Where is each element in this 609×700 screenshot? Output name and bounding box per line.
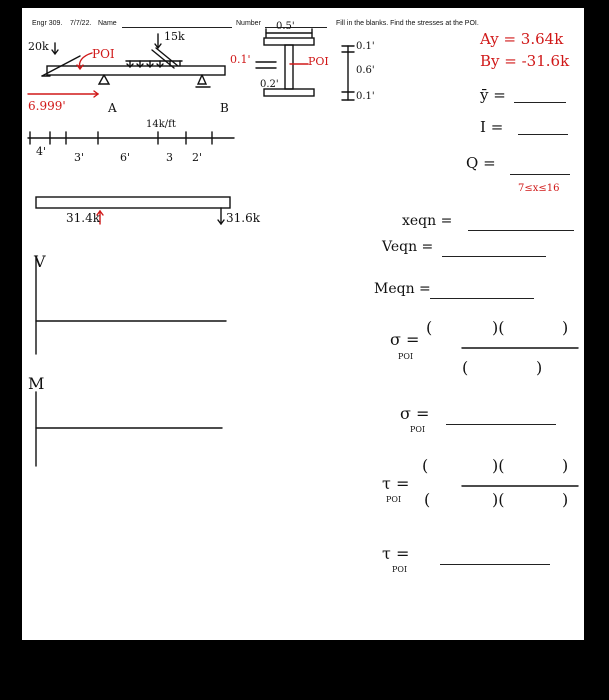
sigma-den-close: ) bbox=[536, 358, 543, 377]
support-b-label: B bbox=[220, 101, 229, 115]
distributed-load-label: 14k/ft bbox=[146, 119, 176, 130]
tau-poi-label: τ = bbox=[382, 474, 410, 493]
inertia-answer-line[interactable] bbox=[518, 134, 568, 135]
load-20k-label: 20k bbox=[28, 40, 49, 53]
tau-result-label: τ = bbox=[382, 544, 410, 563]
m-eqn-label: Meqn = bbox=[374, 281, 431, 297]
sigma-num-close: ) bbox=[562, 318, 569, 337]
sigma-result-label: σ = bbox=[400, 404, 430, 423]
x-range-label: 7≤x≤16 bbox=[518, 183, 560, 194]
m-eqn-answer-line[interactable] bbox=[430, 298, 534, 299]
moment-diagram-label: M bbox=[28, 374, 45, 393]
sigma-num-mid: )( bbox=[492, 318, 505, 337]
web-height-label: 0.6' bbox=[356, 65, 375, 76]
tau-result-subscript: POI bbox=[392, 565, 408, 574]
dim-4ft: 4' bbox=[36, 145, 47, 158]
reaction-ay: Ay = 3.64k bbox=[480, 30, 564, 48]
inertia-label: I = bbox=[480, 118, 504, 136]
load-15k-label: 15k bbox=[164, 30, 185, 43]
sigma-result-answer-line[interactable] bbox=[446, 424, 556, 425]
tau-num-open: ( bbox=[422, 456, 429, 475]
flange-thickness-label: 0.1' bbox=[230, 53, 251, 66]
sigma-den-open: ( bbox=[462, 358, 469, 377]
dim-2ft: 2' bbox=[192, 151, 203, 164]
sigma-poi-subscript: POI bbox=[398, 352, 414, 361]
tau-num-close: ) bbox=[562, 456, 569, 475]
dim-6ft: 6' bbox=[120, 151, 131, 164]
ybar-label: ȳ = bbox=[480, 86, 506, 104]
sigma-poi-label: σ = bbox=[390, 330, 420, 349]
instructions-text: Fill in the blanks. Find the stresses at the POI. bbox=[336, 20, 479, 27]
shear-diagram-label: V bbox=[34, 252, 46, 271]
worksheet-sheet bbox=[22, 8, 584, 640]
course-label: Engr 309. bbox=[32, 20, 63, 27]
q-label: Q = bbox=[466, 154, 496, 172]
x-eqn-answer-line[interactable] bbox=[468, 230, 574, 231]
tau-den-open: ( bbox=[424, 490, 431, 509]
q-answer-line[interactable] bbox=[510, 174, 570, 175]
tau-den-close: ) bbox=[562, 490, 569, 509]
bottom-thickness-label: 0.1' bbox=[356, 91, 375, 102]
tau-poi-subscript: POI bbox=[386, 495, 402, 504]
left-reaction-label: 31.4k bbox=[66, 211, 100, 225]
dim-3ft: 3' bbox=[74, 151, 85, 164]
tau-result-answer-line[interactable] bbox=[440, 564, 550, 565]
poi-label-beam: POI bbox=[92, 47, 115, 61]
distance-6999-label: 6.999' bbox=[28, 99, 66, 113]
web-label: 0.2' bbox=[260, 79, 279, 90]
name-label: Name bbox=[98, 20, 117, 27]
v-eqn-label: Veqn = bbox=[382, 239, 434, 255]
sigma-result-subscript: POI bbox=[410, 425, 426, 434]
sigma-num-open: ( bbox=[426, 318, 433, 337]
ybar-answer-line[interactable] bbox=[514, 102, 566, 103]
date-label: 7/7/22. bbox=[70, 20, 92, 27]
number-label: Number bbox=[236, 20, 261, 27]
tau-den-mid: )( bbox=[492, 490, 505, 509]
reaction-by: By = -31.6k bbox=[480, 52, 570, 70]
support-a-label: A bbox=[108, 101, 117, 115]
right-reaction-label: 31.6k bbox=[226, 211, 260, 225]
top-thickness-label: 0.1' bbox=[356, 41, 375, 52]
poi-label-section: POI bbox=[308, 55, 329, 68]
x-eqn-label: xeqn = bbox=[402, 213, 453, 229]
dim-3: 3 bbox=[166, 151, 173, 164]
flange-width-label: 0.5' bbox=[276, 21, 295, 32]
v-eqn-answer-line[interactable] bbox=[442, 256, 546, 257]
tau-num-mid: )( bbox=[492, 456, 505, 475]
